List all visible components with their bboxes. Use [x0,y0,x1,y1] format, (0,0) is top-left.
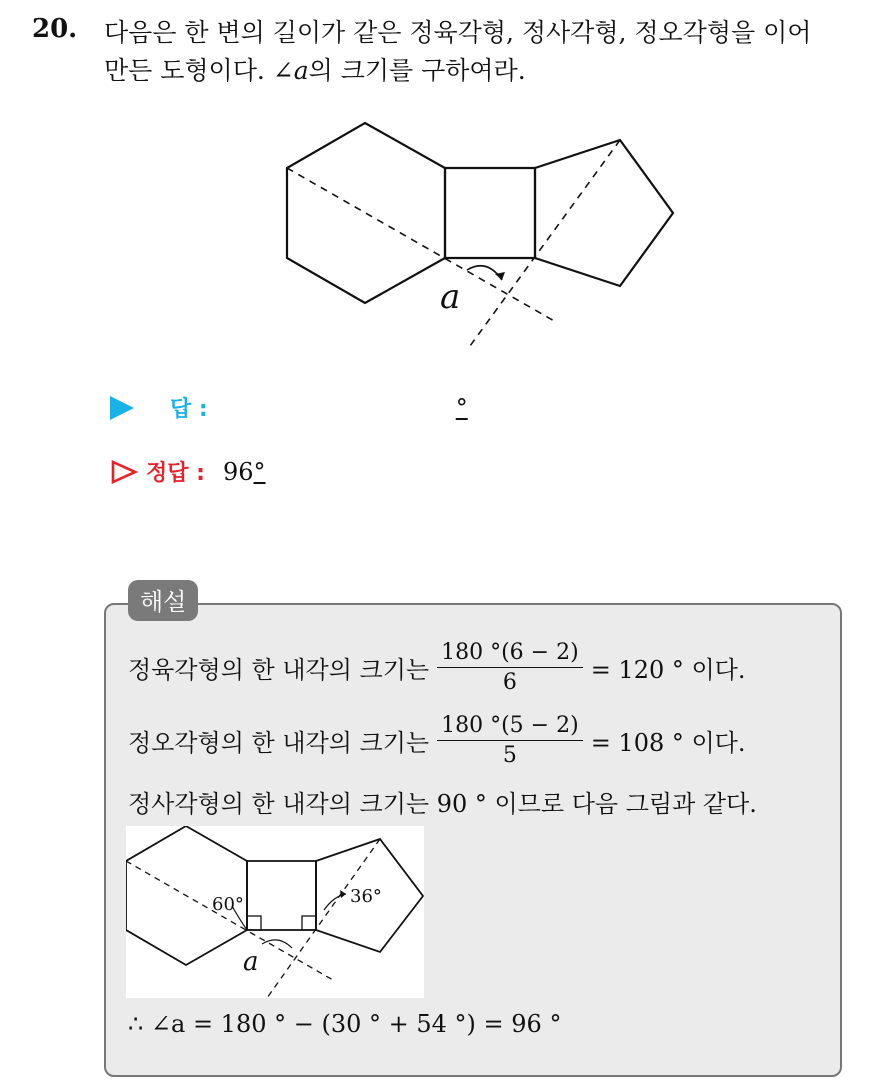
angle-36-label: 36° [350,886,382,907]
correct-row [110,456,266,487]
line2-fraction [437,713,583,768]
line1-numerator: 180 °(6 − 2) [437,640,583,668]
pentagon-diagonal-line [470,140,620,346]
question-number: 20. [32,14,78,44]
hexagon-diagonal-line [287,168,556,322]
angle-60-label: 60° [212,894,244,915]
line1-post: = 120 ° 이다. [590,656,746,684]
question-line-2-pre: 만든 도형이다. ∠ [104,56,294,85]
angle-label: a [440,277,461,317]
question-angle-var: a [293,56,309,85]
solution-line-2 [128,713,746,768]
line2-pre: 정오각형의 한 내각의 크기는 [128,729,430,757]
answer-row [110,392,468,423]
question-line-2 [104,52,874,90]
line2-denominator: 5 [502,743,517,768]
correct-value: 96 [222,457,254,486]
solution-line-1 [128,640,746,695]
open-triangle-icon [110,459,138,485]
solution-figure [126,826,424,998]
angle-a-label-2: a [243,947,259,977]
question-line-2-post: 의 크기를 구하여라. [308,56,526,85]
solution-line-3: 정사각형의 한 내각의 크기는 90 ° 이므로 다음 그림과 같다. [128,790,757,818]
question-line-1: 다음은 한 변의 길이가 같은 정육각형, 정사각형, 정오각형을 이어 [104,18,812,47]
solution-tag: 해설 [128,580,198,621]
solution-conclusion: ∴ ∠a = 180 ° − (30 ° + 54 °) = 96 ° [128,1010,562,1038]
line1-pre: 정육각형의 한 내각의 크기는 [128,656,430,684]
line1-denominator: 6 [502,670,517,695]
hexagon-shape [287,123,445,303]
answer-label: 답 : [170,397,208,422]
line1-fraction [437,640,583,695]
correct-unit: ° [253,457,266,486]
play-triangle-icon [110,396,134,420]
square-shape [445,168,535,258]
question-text [104,14,874,90]
angle-arc [467,266,502,280]
line2-numerator: 180 °(5 − 2) [437,713,583,741]
question-figure [270,110,690,360]
line2-post: = 108 ° 이다. [590,729,746,757]
answer-unit: ° [455,393,468,422]
correct-label: 정답 : [146,461,205,486]
